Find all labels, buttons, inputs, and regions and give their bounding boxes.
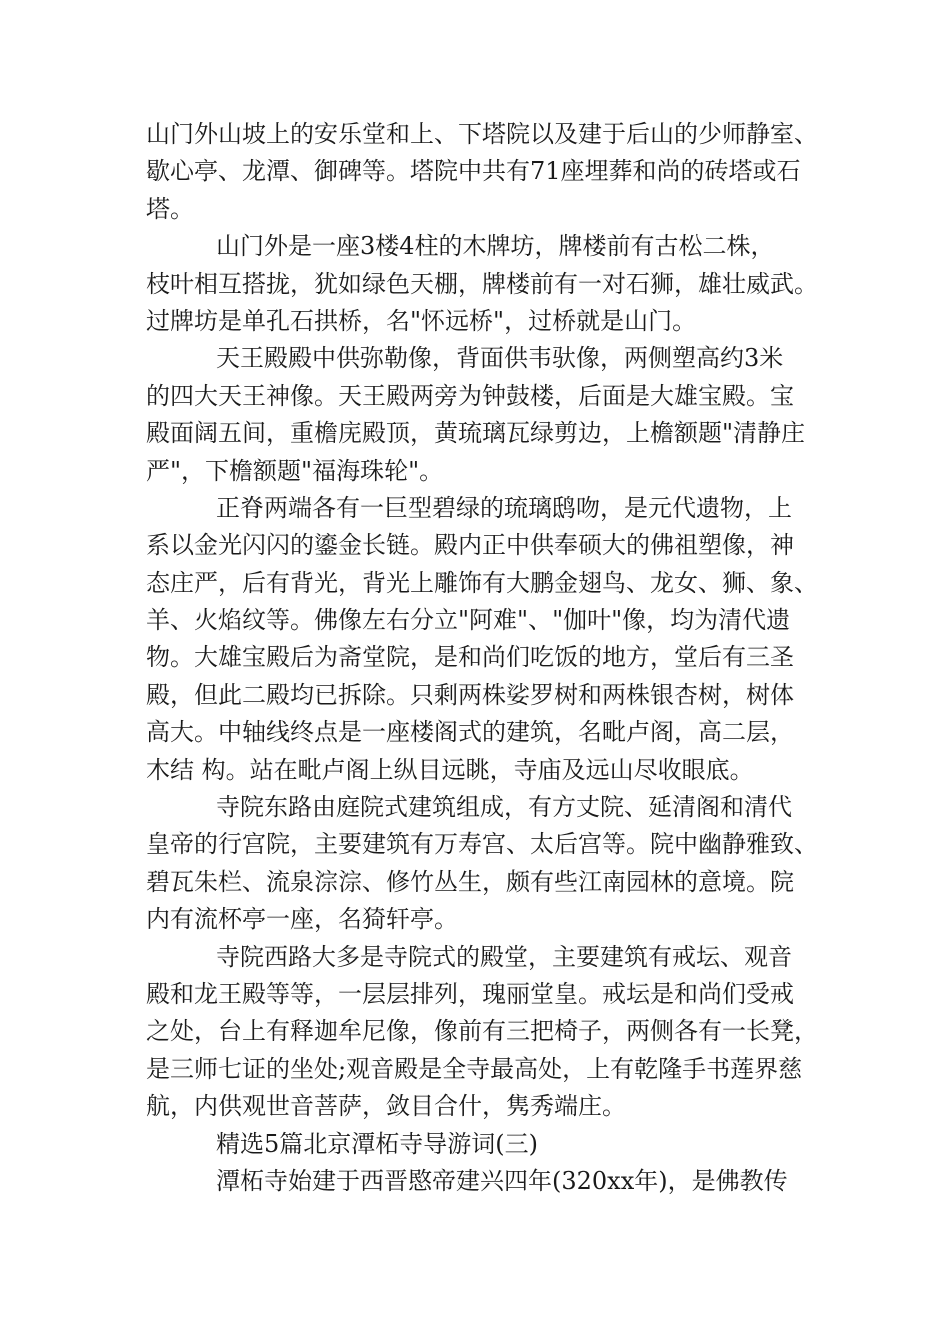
text-line: 航，内供观世音菩萨，敛目合什，隽秀端庄。	[146, 1092, 626, 1121]
text-line: 木结 构。站在毗卢阁上纵目远眺，寺庙及远山尽收眼底。	[146, 755, 754, 784]
text-line: 山门外是一座3楼4柱的木牌坊，牌楼前有古松二株，	[216, 232, 775, 261]
text-line: 山门外山坡上的安乐堂和上、下塔院以及建于后山的少师静室、	[146, 120, 818, 148]
text-line: 是三师七证的坐处;观音殿是全寺最高处，上有乾隆手书莲界慈	[146, 1054, 803, 1083]
text-line: 塔。	[146, 194, 194, 223]
section-heading-text: 精选5篇北京潭柘寺导游词(三)	[216, 1129, 538, 1158]
text-line: 殿面阔五间，重檐庑殿顶，黄琉璃瓦绿剪边，上檐额题"清静庄	[146, 419, 806, 448]
text-line: 系以金光闪闪的鎏金长链。殿内正中供奉硕大的佛祖塑像，神	[146, 531, 794, 560]
section-heading	[146, 1126, 808, 1163]
paragraph-3	[146, 340, 808, 490]
paragraph-4	[146, 490, 818, 789]
document-body	[146, 116, 818, 1200]
text-line: 殿和龙王殿等等，一层层排列，瑰丽堂皇。戒坛是和尚们受戒	[146, 979, 794, 1008]
paragraph-1	[146, 116, 818, 228]
text-line: 枝叶相互搭拢，犹如绿色天棚，牌楼前有一对石狮，雄壮威武。	[146, 269, 818, 298]
text-line: 严"，下檐额题"福海珠轮"。	[146, 456, 444, 485]
text-line: 物。大雄宝殿后为斋堂院，是和尚们吃饭的地方，堂后有三圣	[146, 643, 794, 672]
text-line: 内有流杯亭一座，名猗轩亭。	[146, 905, 458, 934]
text-line: 寺院西路大多是寺院式的殿堂，主要建筑有戒坛、观音	[216, 942, 792, 971]
text-line: 皇帝的行宫院，主要建筑有万寿宫、太后宫等。院中幽静雅致、	[146, 830, 818, 859]
text-line: 之处，台上有释迦牟尼像，像前有三把椅子，两侧各有一长凳，	[146, 1017, 818, 1046]
text-line: 态庄严，后有背光，背光上雕饰有大鹏金翅鸟、龙女、狮、象、	[146, 568, 818, 597]
text-line: 天王殿殿中供弥勒像，背面供韦驮像，两侧塑高约3米	[216, 344, 784, 373]
text-line: 的四大天王神像。天王殿两旁为钟鼓楼，后面是大雄宝殿。宝	[146, 381, 794, 410]
text-line: 碧瓦朱栏、流泉淙淙、修竹丛生，颇有些江南园林的意境。院	[146, 867, 794, 896]
paragraph-2	[146, 228, 818, 340]
paragraph-6	[146, 939, 818, 1126]
text-line: 殿，但此二殿均已拆除。只剩两株娑罗树和两株银杏树，树体	[146, 680, 794, 709]
text-line: 羊、火焰纹等。佛像左右分立"阿难"、"伽叶"像，均为清代遗	[146, 606, 791, 635]
text-line: 寺院东路由庭院式建筑组成，有方丈院、延清阁和清代	[216, 793, 792, 822]
text-line: 潭柘寺始建于西晋愍帝建兴四年(320xx年)，是佛教传	[216, 1166, 788, 1195]
text-line: 高大。中轴线终点是一座楼阁式的建筑，名毗卢阁，高二层，	[146, 718, 794, 747]
text-line: 过牌坊是单孔石拱桥，名"怀远桥"，过桥就是山门。	[146, 306, 697, 335]
text-line: 正脊两端各有一巨型碧绿的琉璃鸱吻，是元代遗物，上	[216, 493, 792, 522]
paragraph-5	[146, 789, 818, 939]
text-line: 歇心亭、龙潭、御碑等。塔院中共有71座埋葬和尚的砖塔或石	[146, 157, 801, 186]
paragraph-7	[146, 1163, 808, 1200]
